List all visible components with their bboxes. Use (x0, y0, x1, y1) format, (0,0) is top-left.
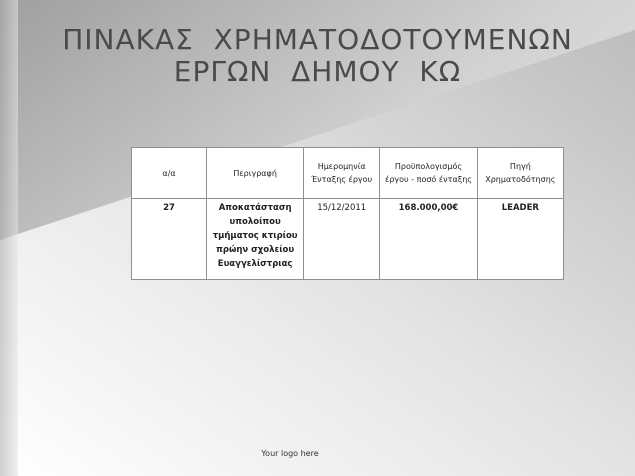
cell-aa: 27 (132, 199, 207, 280)
funded-projects-table (131, 147, 564, 280)
cell-funding-source: LEADER (477, 199, 563, 280)
cell-date: 15/12/2011 (304, 199, 380, 280)
cell-budget: 168.000,00€ (380, 199, 477, 280)
header-date: Ημερομηνία Ένταξης έργου (304, 148, 380, 199)
title-line-1: ΠΙΝΑΚΑΣ ΧΡΗΜΑΤΟΔΟΤΟΥΜΕΝΩΝ (62, 23, 573, 56)
header-budget: Προϋπολογισμός έργου - ποσό ένταξης (380, 148, 477, 199)
table-header-row (132, 148, 564, 199)
footer-logo-placeholder: Your logo here (261, 449, 319, 458)
page-title (0, 24, 635, 88)
cell-description: Αποκατάσταση υπολοίπου τμήματος κτιρίου πρώην σχολείου Ευαγγελίστριας (207, 199, 304, 280)
header-aa: α/α (132, 148, 207, 199)
title-line-2: ΕΡΓΩΝ ΔΗΜΟΥ ΚΩ (173, 55, 462, 88)
table-row (132, 199, 564, 280)
header-funding-source: Πηγή Χρηματοδότησης (477, 148, 563, 199)
header-description: Περιγραφή (207, 148, 304, 199)
